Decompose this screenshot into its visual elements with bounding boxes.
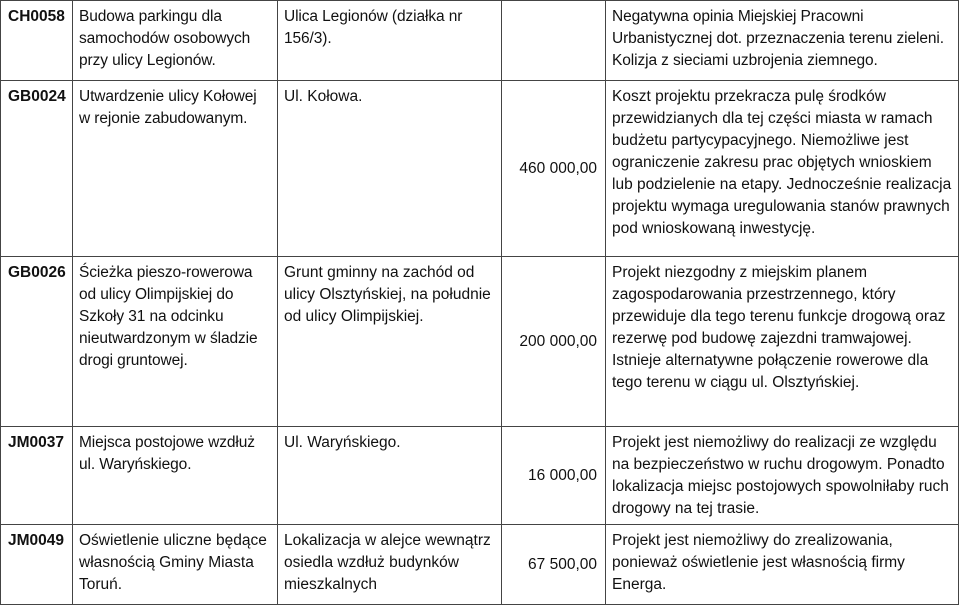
project-name: Oświetlenie uliczne będące własnością Gminy Miasta Toruń.	[73, 525, 278, 605]
project-location: Ulica Legionów (działka nr 156/3).	[278, 1, 502, 81]
project-amount	[502, 1, 606, 81]
project-name: Utwardzenie ulicy Kołowej w rejonie zabudowanym.	[73, 81, 278, 257]
table-row	[1, 525, 959, 605]
project-amount: 67 500,00	[502, 525, 606, 605]
project-location: Ul. Waryńskiego.	[278, 427, 502, 525]
table-row	[1, 81, 959, 257]
project-justification: Negatywna opinia Miejskiej Pracowni Urbanistycznej dot. przeznaczenia terenu zieleni. Kolizja z sieciami uzbrojenia ziemnego.	[606, 1, 959, 81]
project-location: Grunt gminny na zachód od ulicy Olsztyńskiej, na południe od ulicy Olimpijskiej.	[278, 257, 502, 427]
project-id: JM0037	[1, 427, 73, 525]
project-amount: 460 000,00	[502, 81, 606, 257]
project-justification: Projekt jest niemożliwy do realizacji ze względu na bezpieczeństwo w ruchu drogowym. Ponadto lokalizacja miejsc postojowych spowolniłaby ruch drogowy na tej trasie.	[606, 427, 959, 525]
project-justification: Koszt projektu przekracza pulę środków przewidzianych dla tej części miasta w ramach budżetu partycypacyjnego. Niemożliwe jest ograniczenie zakresu prac objętych wnioskiem lub podzielenie na etapy. Jednocześnie realizacja projektu wymaga uregulowania stanów prawnych pod wnioskowaną inwestycję.	[606, 81, 959, 257]
project-justification: Projekt niezgodny z miejskim planem zagospodarowania przestrzennego, który przewiduje dla tego terenu funkcje drogową oraz rezerwę pod budowę zajezdni tramwajowej. Istnieje alternatywne połączenie rowerowe dla tego terenu w ciągu ul. Olsztyńskiej.	[606, 257, 959, 427]
project-justification: Projekt jest niemożliwy do zrealizowania, ponieważ oświetlenie jest własnością firmy Energa.	[606, 525, 959, 605]
project-name: Budowa parkingu dla samochodów osobowych przy ulicy Legionów.	[73, 1, 278, 81]
table-row	[1, 1, 959, 81]
project-amount: 200 000,00	[502, 257, 606, 427]
table-row	[1, 257, 959, 427]
project-id: CH0058	[1, 1, 73, 81]
project-id: GB0024	[1, 81, 73, 257]
project-amount: 16 000,00	[502, 427, 606, 525]
table-row	[1, 427, 959, 525]
project-location: Ul. Kołowa.	[278, 81, 502, 257]
project-id: JM0049	[1, 525, 73, 605]
project-id: GB0026	[1, 257, 73, 427]
project-name: Ścieżka pieszo-rowerowa od ulicy Olimpijskiej do Szkoły 31 na odcinku nieutwardzonym w śladzie drogi gruntowej.	[73, 257, 278, 427]
project-location: Lokalizacja w alejce wewnątrz osiedla wzdłuż budynków mieszkalnych	[278, 525, 502, 605]
project-name: Miejsca postojowe wzdłuż ul. Waryńskiego.	[73, 427, 278, 525]
